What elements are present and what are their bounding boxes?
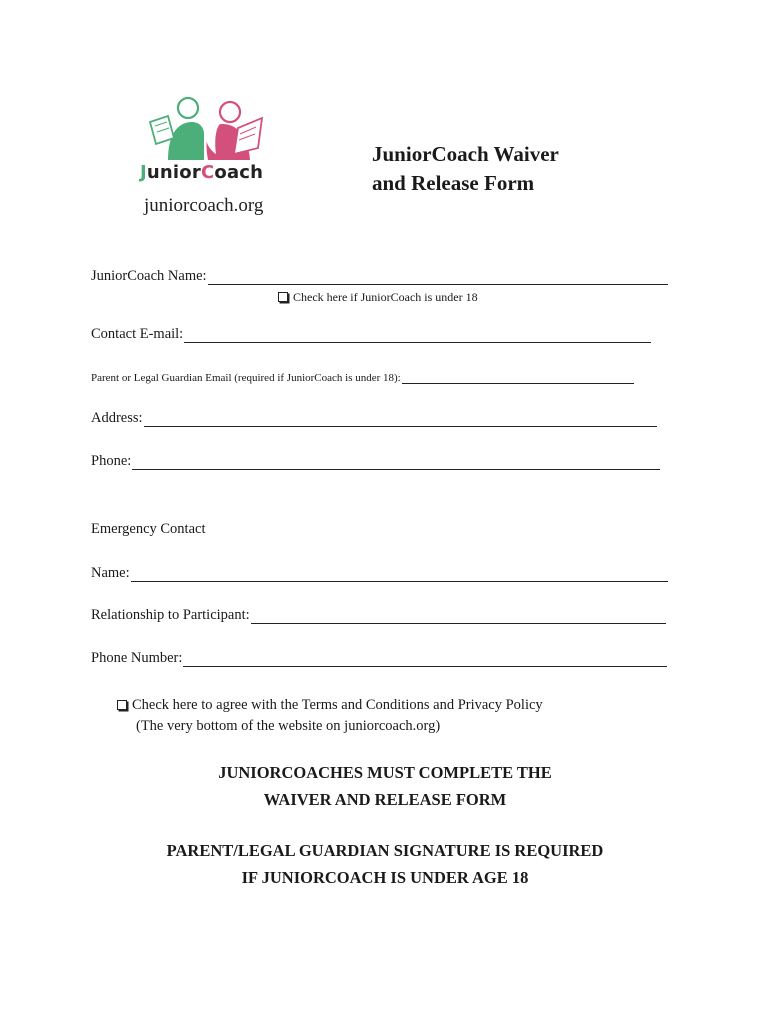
must-complete-line2: WAIVER AND RELEASE FORM: [263, 790, 507, 809]
guardian-signature-line2: IF JUNIORCOACH IS UNDER AGE 18: [241, 868, 529, 887]
form-title-line1: JuniorCoach Waiver: [372, 142, 559, 166]
contact-email-label: Contact E-mail:: [91, 326, 184, 342]
emergency-name-field[interactable]: [91, 565, 668, 582]
logo-website: juniorcoach.org: [144, 195, 264, 216]
address-label: Address:: [91, 410, 143, 426]
address-field[interactable]: [91, 410, 657, 427]
emergency-name-label: Name:: [91, 565, 130, 581]
emergency-heading: [91, 521, 206, 538]
must-complete-line1: JUNIORCOACHES MUST COMPLETE THE: [218, 763, 552, 782]
logo-letter-j: J: [140, 162, 147, 183]
under-18-label: Check here if JuniorCoach is under 18: [293, 290, 478, 304]
guardian-signature-line1: PARENT/LEGAL GUARDIAN SIGNATURE IS REQUIRED: [166, 841, 604, 860]
form-title-line2: and Release Form: [372, 171, 535, 195]
relationship-label: Relationship to Participant:: [91, 607, 250, 623]
guardian-email-label: Parent or Legal Guardian Email (required if JuniorCoach is under 18):: [91, 372, 401, 384]
terms-note: (The very bottom of the website on juniorcoach.org): [136, 718, 441, 734]
guardian-email-line[interactable]: [402, 369, 634, 384]
must-complete-notice: [0, 759, 770, 813]
logo-word-unior: unior: [146, 162, 201, 183]
guardian-signature-notice: [0, 837, 770, 891]
logo-wordmark: [140, 162, 263, 183]
terms-label: Check here to agree with the Terms and Conditions and Privacy Policy: [132, 697, 543, 713]
junior-name-field[interactable]: [91, 268, 668, 285]
logo-figures-icon: [138, 94, 288, 164]
junior-name-line[interactable]: [208, 270, 668, 285]
checkbox-icon[interactable]: [278, 292, 288, 302]
terms-checkbox-row[interactable]: [117, 695, 543, 716]
contact-email-line[interactable]: [184, 328, 651, 343]
form-title: [372, 140, 559, 198]
checkbox-icon[interactable]: [117, 700, 127, 710]
emergency-name-line[interactable]: [131, 567, 668, 582]
relationship-line[interactable]: [251, 609, 666, 624]
guardian-email-field[interactable]: [91, 369, 634, 384]
under-18-checkbox-row[interactable]: [278, 290, 478, 305]
phone-label: Phone:: [91, 453, 132, 469]
terms-agreement[interactable]: [117, 695, 543, 737]
contact-email-field[interactable]: [91, 326, 651, 343]
logo-letter-c: C: [200, 162, 215, 183]
emergency-phone-line[interactable]: [183, 652, 667, 667]
logo-word-oach: oach: [214, 162, 264, 183]
address-line[interactable]: [144, 412, 657, 427]
relationship-field[interactable]: [91, 607, 666, 624]
emergency-phone-label: Phone Number:: [91, 650, 183, 666]
emergency-phone-field[interactable]: [91, 650, 667, 667]
juniorcoach-logo: [138, 94, 288, 216]
junior-name-label: JuniorCoach Name:: [91, 268, 207, 284]
phone-field[interactable]: [91, 453, 660, 470]
phone-line[interactable]: [132, 455, 660, 470]
emergency-heading-text: Emergency Contact: [91, 521, 206, 537]
